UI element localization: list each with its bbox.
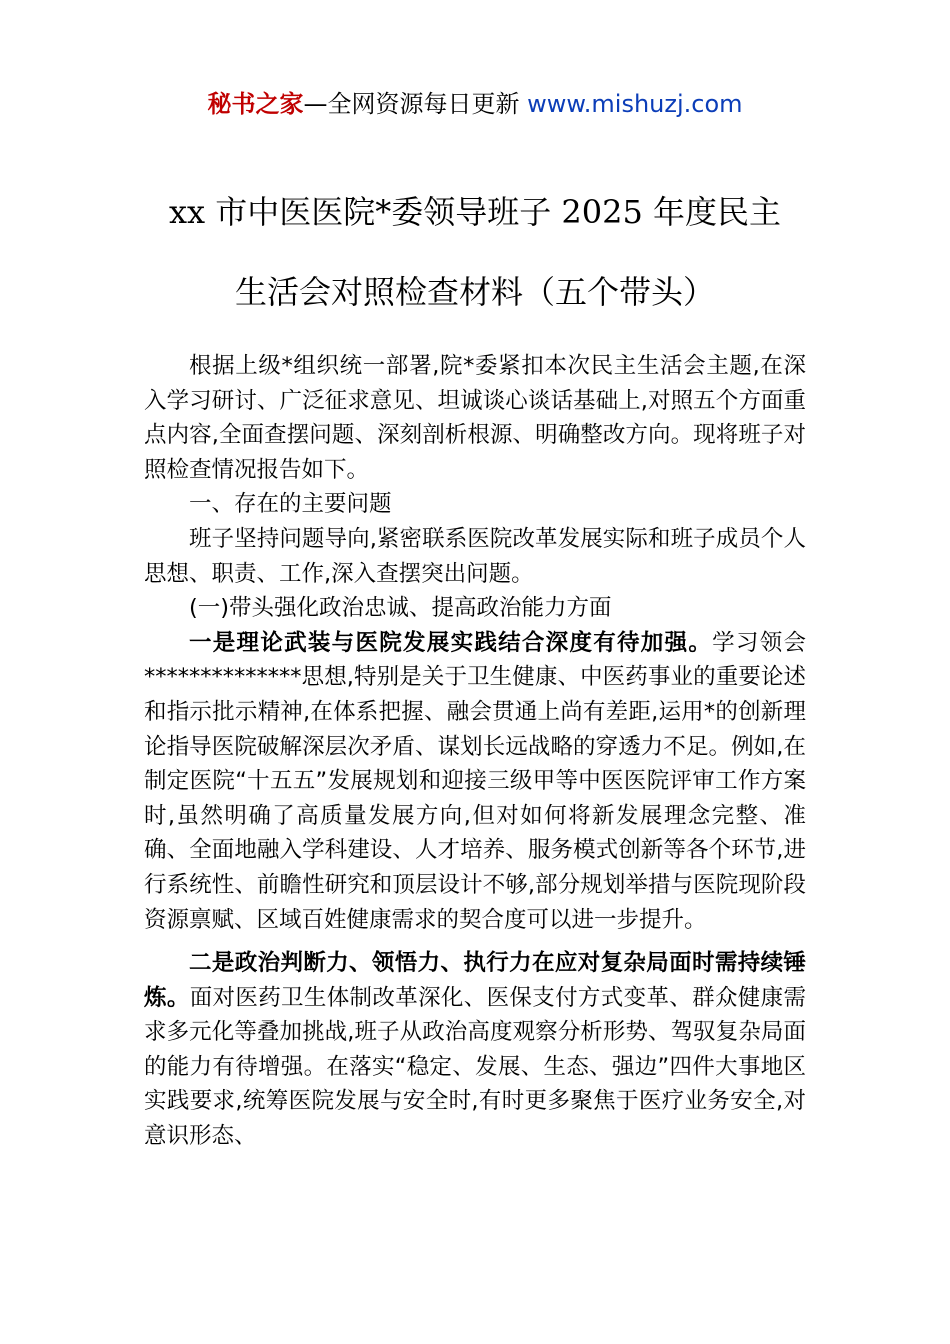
issue-paragraph-1 xyxy=(144,626,806,937)
issue-2-lead: 二是政治判断力、领悟力、执行力在应对复杂局面时需持续锤炼。 xyxy=(144,950,806,1011)
site-banner xyxy=(0,86,950,122)
brand-name: 秘书之家 xyxy=(207,90,304,118)
issue-1-body: 学习领会**************思想,特别是关于卫生健康、中医药事业的重要论述和指示批示精神,在体系把握、融会贯通上尚有差距,运用*的创新理论指导医院破解深层次矛盾、谋划长远战略的穿透力不足。例如,在制定医院“十五五”发展规划和迎接三级甲等中医医院评审工作方案时,虽然明确了高质量发展方向,但对如何将新发展理念完整、准确、全面地融入学科建设、人才培养、服务模式创新等各个环节,进行系统性、前瞻性研究和顶层设计不够,部分规划举措与医院现阶段资源禀赋、区域百姓健康需求的契合度可以进一步提升。 xyxy=(144,629,806,933)
banner-dash: — xyxy=(303,90,328,118)
title-line-2: 生活会对照检查材料（五个带头） xyxy=(234,273,715,311)
section-heading-1: 一、存在的主要问题 xyxy=(189,491,392,518)
banner-tagline: 全网资源每日更新 xyxy=(327,90,520,118)
section-intro-paragraph: 班子坚持问题导向,紧密联系医院改革发展实际和班子成员个人思想、职责、工作,深入查摆突出问题。 xyxy=(144,525,806,587)
intro-paragraph: 根据上级*组织统一部署,院*委紧扣本次民主生活会主题,在深入学习研讨、广泛征求意见、坦诚谈心谈话基础上,对照五个方面重点内容,全面查摆问题、深刻剖析根源、明确整改方向。现将班子对照检查情况报告如下。 xyxy=(144,353,806,483)
document-title xyxy=(60,172,890,332)
issue-1-lead: 一是理论武装与医院发展实践结合深度有待加强。 xyxy=(189,629,713,656)
issue-2-body: 面对医药卫生体制改革深化、医保支付方式变革、群众健康需求多元化等叠加挑战,班子从政治高度观察分析形势、驾驭复杂局面的能力有待增强。在落实“稳定、发展、生态、强边”四件大事地区实践要求,统筹医院发展与安全时,有时更多聚焦于医疗业务安全,对意识形态、 xyxy=(144,984,806,1150)
title-line-1: xx 市中医医院*委领导班子 2025 年度民主 xyxy=(168,193,782,231)
banner-url-link[interactable]: www.mishuzj.com xyxy=(527,90,743,118)
subsection-heading-1: (一)带头强化政治忠诚、提高政治能力方面 xyxy=(189,595,612,622)
document-body xyxy=(144,349,806,1154)
issue-paragraph-2 xyxy=(144,946,806,1154)
